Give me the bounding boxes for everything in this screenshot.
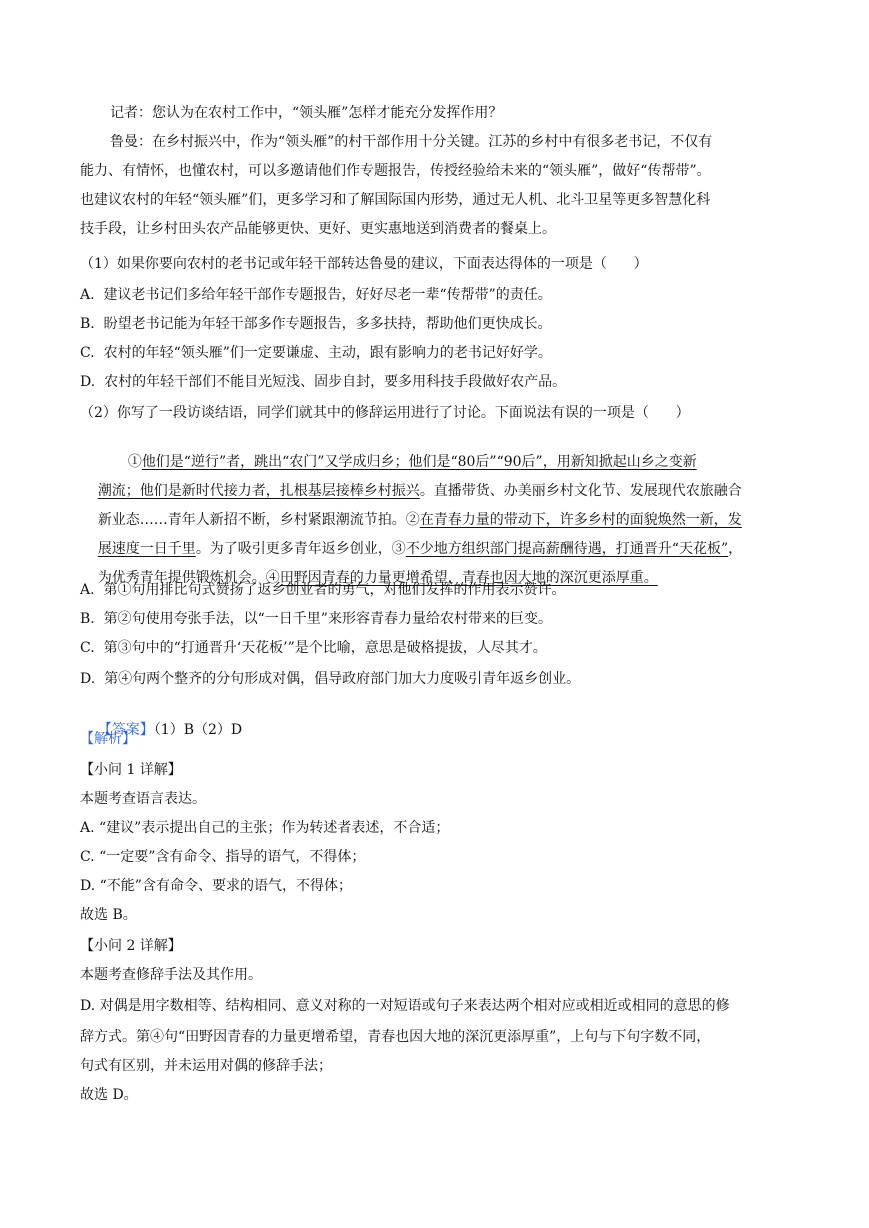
- interview-answer-line: 技手段，让乡村田头农产品能够更快、更好、更实惠地送到消费者的餐桌上。: [80, 221, 556, 237]
- analysis-label: 【解析】: [80, 731, 136, 747]
- interview-answer-line: 也建议农村的年轻“领头雁”们，更多学习和了解国际国内形势，通过无人机、北斗卫星等更多智慧化科: [80, 192, 711, 208]
- question-2-option-c: C. 第③句中的“打通晋升‘天花板’”是个比喻，意思是破格提拔，人尽其才。: [80, 640, 547, 656]
- underlined-text: 田野因青春的力量更增希望，青春也因大地的深沉更添厚重。: [279, 570, 658, 586]
- detail-2-line: 句式有区别，并未运用对偶的修辞手法；: [80, 1058, 332, 1074]
- question-1-option-a: A. 建议老书记们多给年轻干部作专题报告，好好尽老一辈“传帮带”的责任。: [80, 287, 552, 303]
- detail-1-title: 【小问 1 详解】: [80, 762, 182, 778]
- detail-2-line: D. 对偶是用字数相等、结构相同、意义对称的一对短语或句子来表达两个相对应或相近或相同的意思的修: [80, 998, 730, 1014]
- paragraph-text: 为优秀青年提供锻炼机会。④: [97, 570, 280, 586]
- interview-question: 记者：您认为在农村工作中，“领头雁”怎样才能充分发挥作用？: [110, 105, 503, 121]
- paragraph-text: 。为了吸引更多青年返乡创业，③: [195, 541, 406, 557]
- interview-answer-line: 能力、有情怀，也懂农村，可以多邀请他们作专题报告，传授经验给未来的“领头雁”，做好“传帮带”。: [80, 163, 711, 179]
- sentence-marker: ①: [127, 454, 142, 470]
- paragraph-text: 。直播带货、办美丽乡村文化节、发展现代农旅融合: [419, 483, 742, 499]
- detail-1-line: D. “不能”含有命令、要求的语气，不得体；: [80, 878, 352, 894]
- answer-value: （1）B（2）D: [153, 722, 243, 738]
- answer-label: 【答案】: [97, 722, 154, 738]
- interview-answer-line: 鲁曼：在乡村振兴中，作为“领头雁”的村干部作用十分关键。江苏的乡村中有很多老书记，不仅有: [110, 134, 713, 150]
- underlined-text: 他们是“逆行”者，跳出“农门”又学成归乡；他们是“80后”“90后”，用新知掀起山乡之变新: [141, 454, 697, 470]
- question-1-stem: （1）如果你要向农村的老书记或年轻干部转达鲁曼的建议，下面表达得体的一项是（ ）: [80, 256, 648, 272]
- detail-1-line: 本题考查语言表达。: [80, 791, 206, 807]
- question-1-option-c: C. 农村的年轻“领头雁”们一定要谦虚、主动，跟有影响力的老书记好好学。: [80, 345, 552, 361]
- detail-2-line: 本题考查修辞手法及其作用。: [80, 967, 262, 983]
- question-2-option-d: D. 第④句两个整齐的分句形成对偶，倡导政府部门加大力度吸引青年返乡创业。: [80, 671, 581, 687]
- paragraph-text: 新业态……青年人新招不断，乡村紧跟潮流节拍。②: [97, 512, 420, 528]
- detail-2-line: 辞方式。第④句“田野因青春的力量更增希望，青春也因大地的深沉更添厚重”，上句与下句字数不同，: [80, 1029, 711, 1045]
- underlined-text: 展速度一日千里: [97, 541, 196, 557]
- question-2-stem: （2）你写了一段访谈结语，同学们就其中的修辞运用进行了讨论。下面说法有误的一项是（ ）: [80, 405, 690, 421]
- detail-1-line: C. “一定要”含有命令、指导的语气，不得体；: [80, 849, 366, 865]
- paragraph-text: ，: [728, 541, 743, 557]
- detail-2-line: 故选 D。: [80, 1087, 138, 1103]
- underlined-text: 在青春力量的带动下，许多乡村的面貌焕然一新，发: [419, 512, 742, 528]
- question-1-option-d: D. 农村的年轻干部们不能目光短浅、固步自封，要多用科技手段做好农产品。: [80, 374, 567, 390]
- underlined-text: 不少地方组织部门提高薪酬待遇，打通晋升“天花板”: [405, 541, 729, 557]
- question-2-option-b: B. 第②句使用夸张手法，以“一日千里”来形容青春力量给农村带来的巨变。: [80, 611, 552, 627]
- detail-2-title: 【小问 2 详解】: [80, 938, 182, 954]
- question-2-option-a: A. 第①句用排比句式赞扬了返乡创业者的勇气，对他们发挥的作用表示赞许。: [80, 582, 566, 598]
- underlined-text: 潮流；他们是新时代接力者，扎根基层接棒乡村振兴: [97, 483, 420, 499]
- detail-1-line: 故选 B。: [80, 907, 137, 923]
- detail-1-line: A. “建议”表示提出自己的主张；作为转述者表述，不合适；: [80, 820, 450, 836]
- question-1-option-b: B. 盼望老书记能为年轻干部多作专题报告，多多扶持，帮助他们更快成长。: [80, 316, 552, 332]
